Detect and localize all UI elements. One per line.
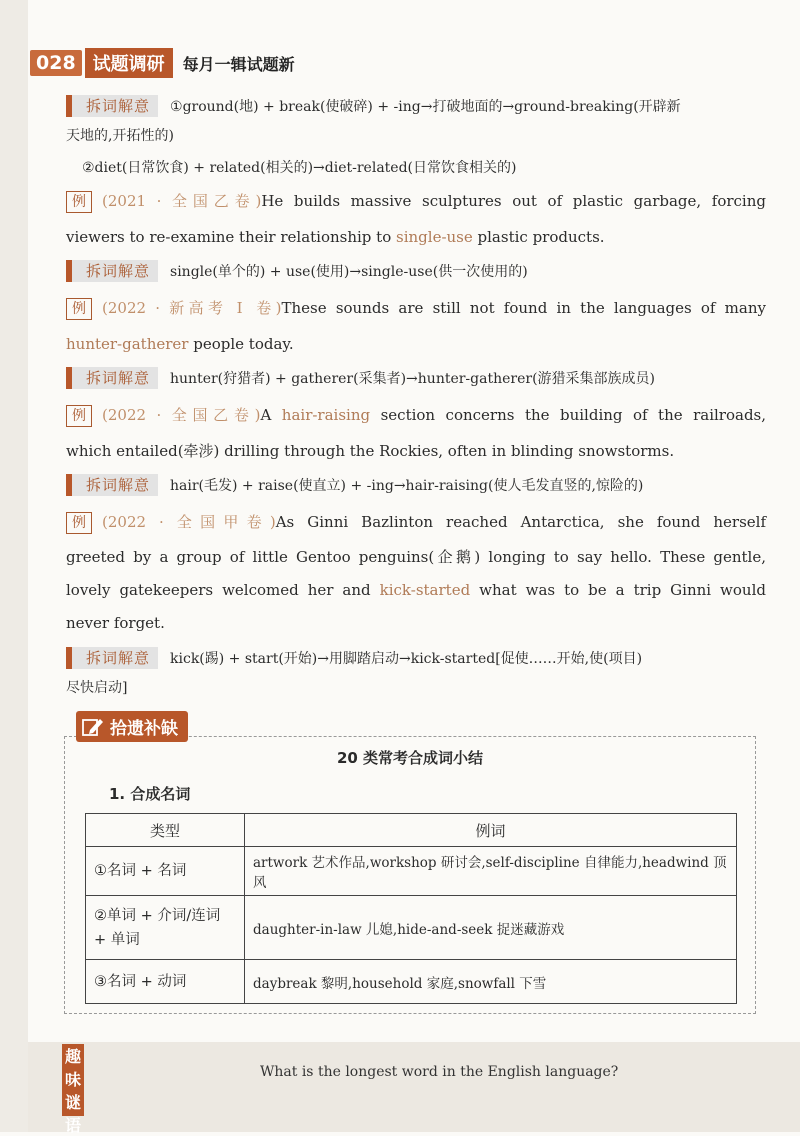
left-margin-strip <box>0 0 28 1132</box>
supplement-subtitle: 1. 合成名词 <box>109 785 191 803</box>
example-line: never forget. <box>66 614 165 632</box>
example-line: 例 (2022 · 全国乙卷)A hair-raising section concerns the building of the railroads, <box>66 404 766 427</box>
supplement-title: 20 类常考合成词小结 <box>336 749 484 767</box>
example-tag: 例 <box>66 405 92 427</box>
breakdown-line: 拆词解意 single(单个的) + use(使用)→single-use(供一次使用的) <box>66 260 766 283</box>
page-number: 028 <box>30 50 82 76</box>
example-line: viewers to re-examine their relationship to single-use plastic products. <box>66 228 605 246</box>
example-line: which entailed(牵涉) drilling through the Rockies, often in blinding snowstorms. <box>66 442 675 460</box>
source: (2022 · 新高考 Ⅰ 卷) <box>102 299 282 317</box>
highlight-word: kick-started <box>379 581 471 599</box>
example-line: 例 (2022 · 全国甲卷)As Ginni Bazlinton reached Antarctica, she found herself <box>66 511 766 534</box>
source: (2021 · 全国乙卷) <box>102 192 262 210</box>
breakdown-tag: 拆词解意 <box>66 367 158 389</box>
breakdown-tag: 拆词解意 <box>66 95 158 117</box>
supplement-box <box>64 736 756 1014</box>
example-tag: 例 <box>66 512 92 534</box>
table-cell-examples: daybreak 黎明,household 家庭,snowfall 下雪 <box>245 960 737 1004</box>
footer-band <box>28 1042 800 1132</box>
breakdown-tag: 拆词解意 <box>66 474 158 496</box>
table-row <box>86 960 737 1004</box>
compound-table <box>85 813 737 1004</box>
fun-riddle-badge: 趣 味 谜 语 <box>62 1044 84 1116</box>
highlight-word: hunter-gatherer <box>66 335 189 353</box>
example-tag: 例 <box>66 191 92 213</box>
example-line: 例 (2021 · 全国乙卷)He builds massive sculptures out of plastic garbage, forcing <box>66 190 766 213</box>
breakdown-cont: 尽快启动] <box>66 680 128 696</box>
table-row <box>86 896 737 960</box>
breakdown-tag: 拆词解意 <box>66 647 158 669</box>
section-title: 试题调研 <box>85 48 173 78</box>
source: (2022 · 全国乙卷) <box>102 406 261 424</box>
table-row <box>86 847 737 896</box>
table-cell-type: ①名词 + 名词 <box>86 847 245 896</box>
breakdown-line: 拆词解意 hair(毛发) + raise(使直立) + -ing→hair-raising(使人毛发直竖的,惊险的) <box>66 474 766 497</box>
header-subtitle: 每月一辑试题新 <box>182 54 295 74</box>
table-cell-examples: daughter-in-law 儿媳,hide-and-seek 捉迷藏游戏 <box>245 896 737 960</box>
breakdown-tag: 拆词解意 <box>66 260 158 282</box>
breakdown-line: 拆词解意 kick(踢) + start(开始)→用脚踏启动→kick-started[促使……开始,使(项目) <box>66 647 766 670</box>
pencil-note-icon <box>82 717 104 737</box>
riddle-question: What is the longest word in the English language? <box>260 1064 619 1080</box>
example-line: 例 (2022 · 新高考 Ⅰ 卷)These sounds are still not found in the languages of many <box>66 297 766 320</box>
breakdown-line: 拆词解意 ①ground(地) + break(使破碎) + -ing→打破地面的→ground-breaking(开辟新 <box>66 95 766 118</box>
page-header <box>30 48 295 78</box>
table-cell-examples: artwork 艺术作品,workshop 研讨会,self-discipline 自律能力,headwind 顶风 <box>245 847 737 896</box>
column-header: 类型 <box>86 814 245 847</box>
column-header: 例词 <box>245 814 737 847</box>
breakdown-cont: 天地的,开拓性的) <box>66 128 174 144</box>
example-line: hunter-gatherer people today. <box>66 335 294 353</box>
table-cell-type: ③名词 + 动词 <box>86 960 245 1004</box>
breakdown-line-2: ②diet(日常饮食) + related(相关的)→diet-related(日常饮食相关的) <box>82 160 517 176</box>
source: (2022 · 全国甲卷) <box>102 513 276 531</box>
table-cell-type: ②单词 + 介词/连词 + 单词 <box>86 896 245 960</box>
supplement-tag: 拾遗补缺 <box>76 711 188 742</box>
example-line: lovely gatekeepers welcomed her and kick-started what was to be a trip Ginni would <box>66 581 766 599</box>
highlight-word: hair-raising <box>281 406 371 424</box>
highlight-word: single-use <box>396 228 473 246</box>
table-header-row <box>86 814 737 847</box>
example-tag: 例 <box>66 298 92 320</box>
breakdown-line: 拆词解意 hunter(狩猎者) + gatherer(采集者)→hunter-gatherer(游猎采集部族成员) <box>66 367 766 390</box>
example-line: greeted by a group of little Gentoo penguins(企鹅) longing to say hello. These gentle, <box>66 548 766 566</box>
